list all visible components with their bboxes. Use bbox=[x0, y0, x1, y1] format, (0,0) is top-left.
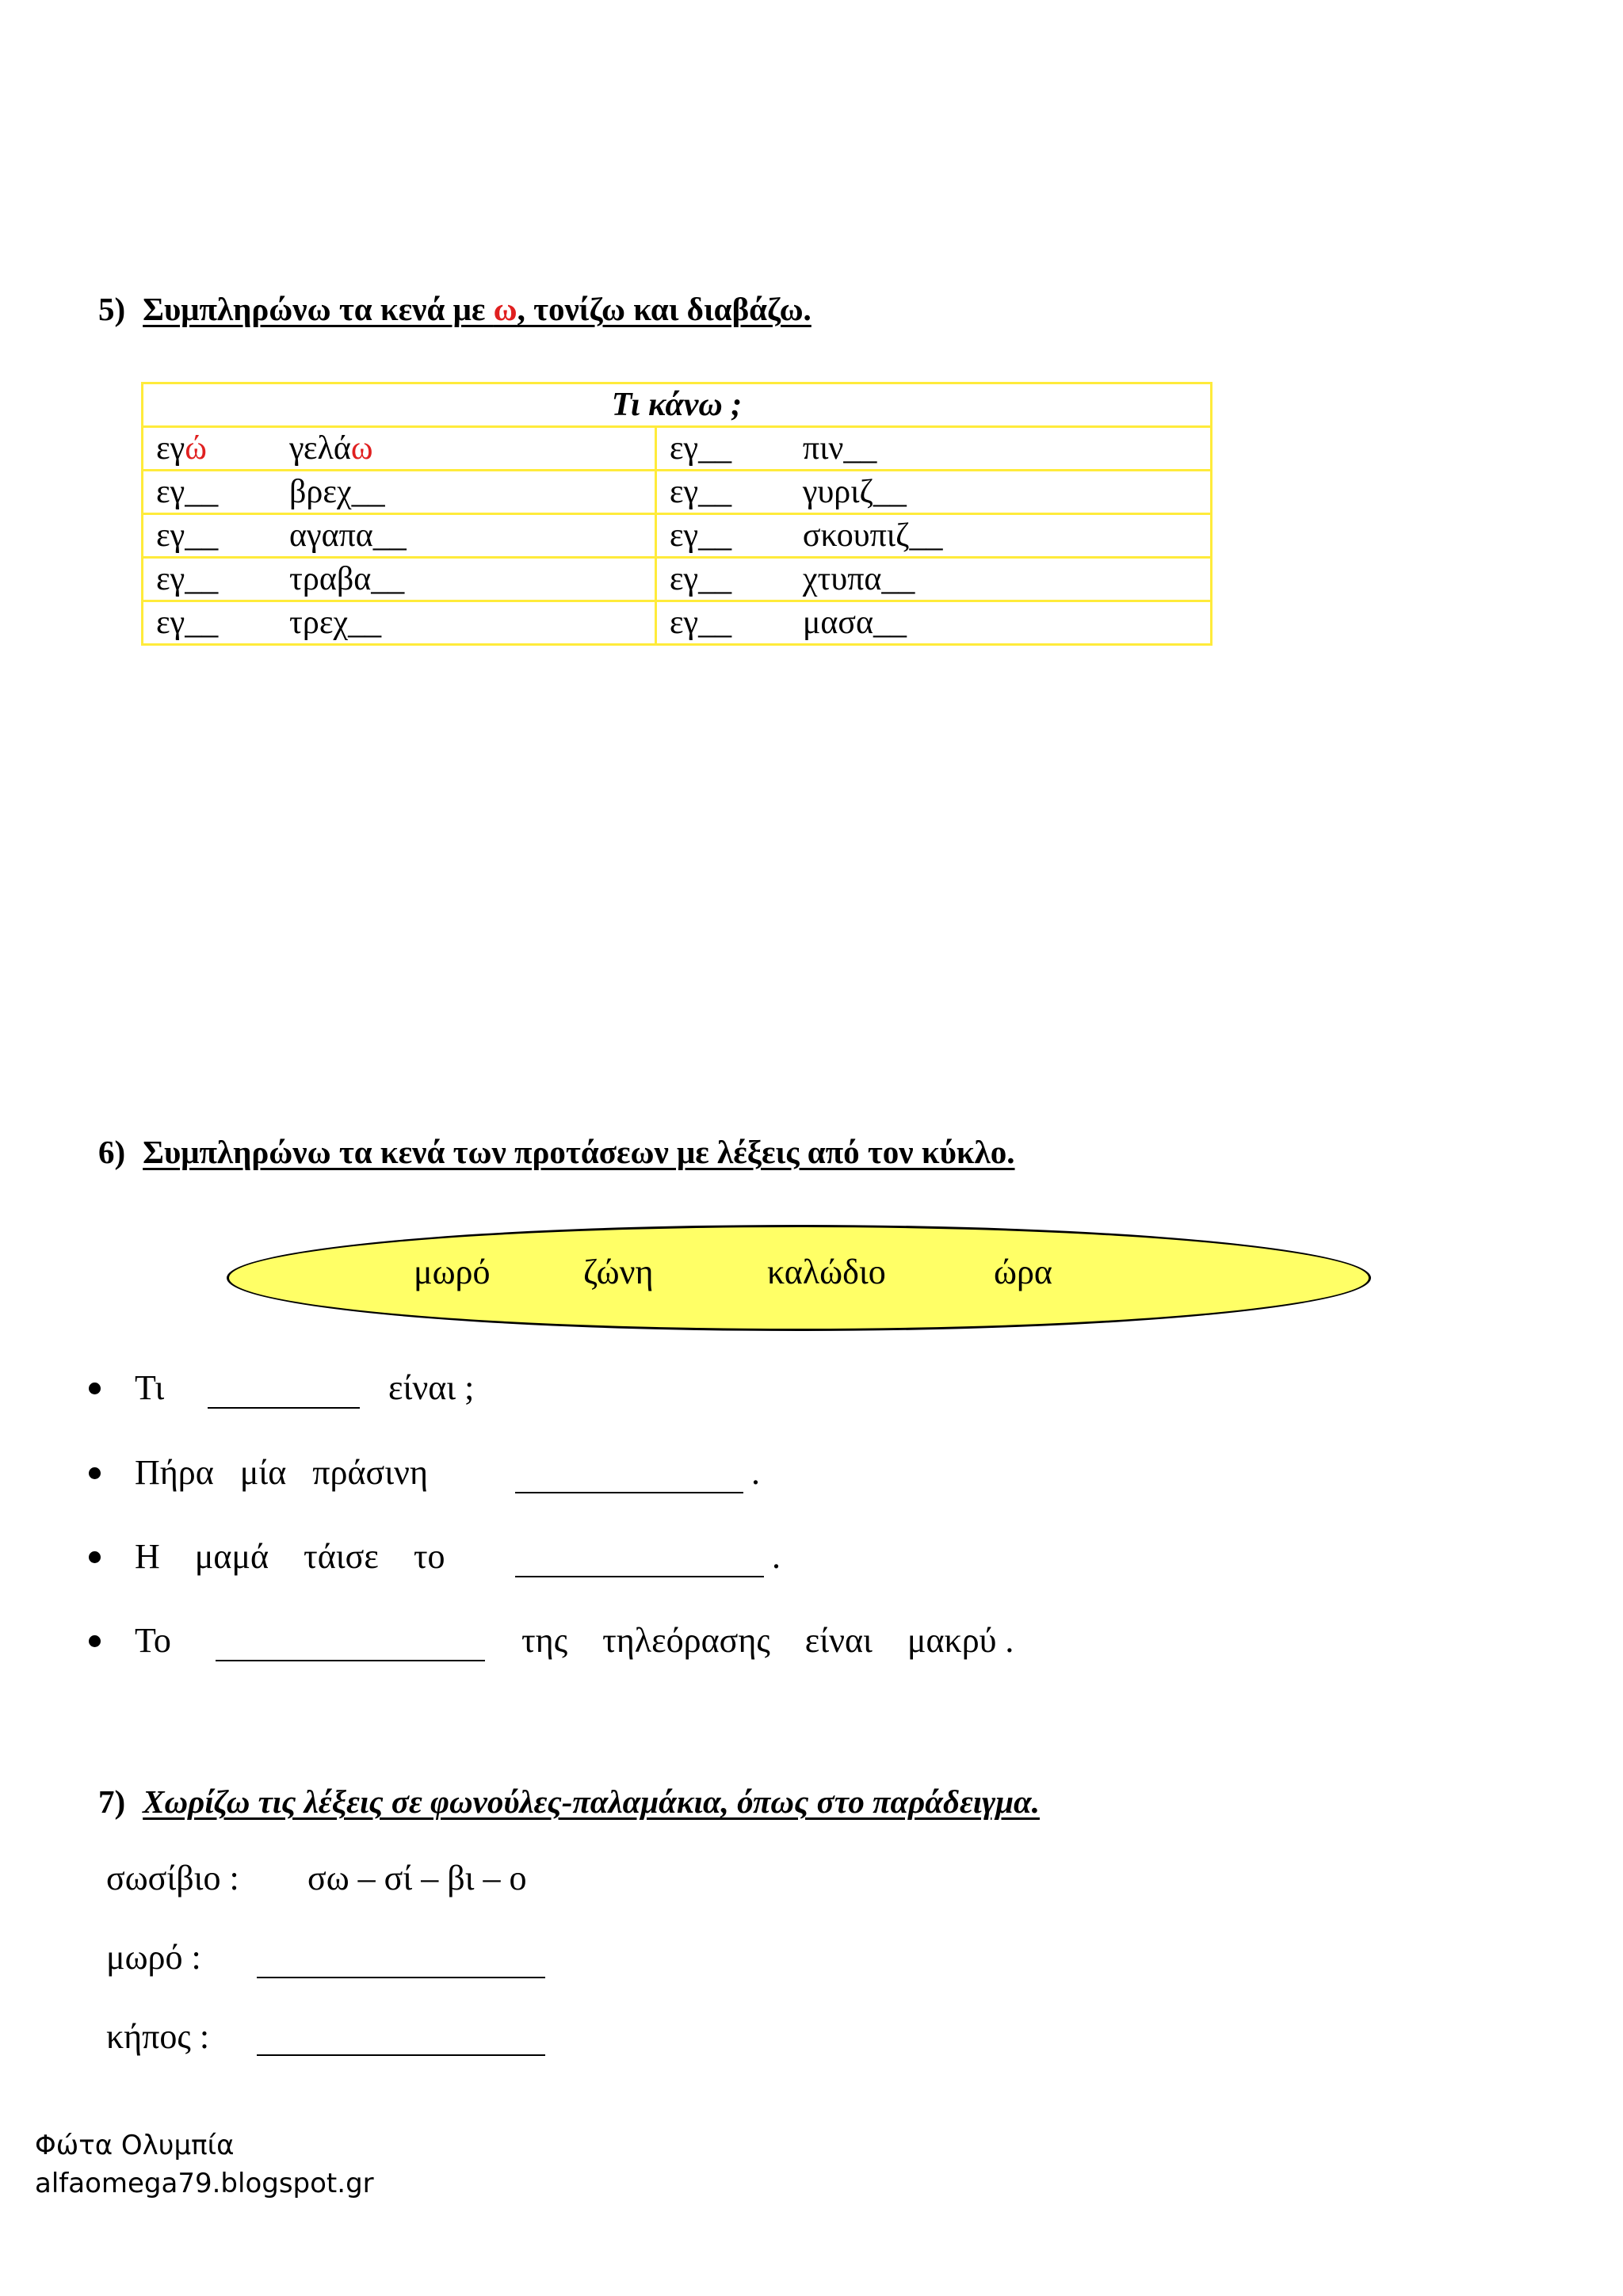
fill-word: αγαπα__ bbox=[289, 517, 407, 554]
fill-word: εγ__ bbox=[669, 605, 732, 641]
answer-blank[interactable] bbox=[257, 2054, 545, 2056]
bullet-icon bbox=[89, 1551, 101, 1563]
example-word-1-ending: ώ bbox=[185, 430, 207, 467]
table-cell bbox=[143, 471, 656, 514]
answer-blank[interactable] bbox=[515, 1576, 764, 1577]
fill-word: εγ__ bbox=[156, 561, 219, 597]
answer-blank[interactable] bbox=[257, 1977, 545, 1978]
example-word: σωσίβιο : bbox=[106, 1859, 239, 1897]
answer-blank[interactable] bbox=[515, 1492, 743, 1493]
exercise5-title-pre: Συμπληρώνω τα κενά με bbox=[143, 291, 494, 327]
exercise5-title-post: , τονίζω και διαβάζω. bbox=[517, 291, 812, 327]
fill-word: μασα__ bbox=[802, 605, 907, 641]
table-row bbox=[143, 471, 1212, 514]
syllable-word: μωρό : bbox=[106, 1938, 201, 1977]
syllable-word: κήπος : bbox=[106, 2017, 210, 2056]
word-bank-word: ώρα bbox=[994, 1253, 1052, 1291]
fill-word: εγ__ bbox=[669, 430, 732, 467]
example-word-1 bbox=[156, 429, 289, 467]
exercise7-heading bbox=[98, 1783, 1040, 1821]
fill-word: εγ__ bbox=[156, 474, 219, 510]
table-cell bbox=[655, 427, 1211, 471]
example-word-2-ending: ω bbox=[350, 430, 373, 467]
table-row bbox=[143, 514, 1212, 558]
fill-word: εγ__ bbox=[669, 474, 732, 510]
fill-word: βρεχ__ bbox=[289, 474, 385, 510]
table-title: Τι κάνω ; bbox=[143, 383, 1212, 427]
sentence-text: Τι bbox=[135, 1368, 165, 1407]
exercise5-title-omega: ω bbox=[493, 291, 517, 327]
table-cell bbox=[655, 514, 1211, 558]
example-word-2 bbox=[289, 430, 373, 467]
table-cell bbox=[655, 558, 1211, 601]
fill-word: εγ__ bbox=[669, 517, 732, 554]
sentence-text: . bbox=[772, 1537, 781, 1576]
bullet-icon bbox=[89, 1635, 101, 1647]
exercise6-title: Συμπληρώνω τα κενά των προτάσεων με λέξεις από τον κύκλο. bbox=[143, 1134, 1015, 1170]
fill-word: τραβα__ bbox=[289, 561, 405, 597]
word-bank-word: καλώδιο bbox=[767, 1253, 886, 1291]
fill-word: χτυπα__ bbox=[802, 561, 915, 597]
sentence-text: Πήρα μία πράσινη bbox=[135, 1453, 428, 1492]
exercise5-number: 5) bbox=[98, 291, 126, 327]
fill-word: πιν__ bbox=[802, 430, 877, 467]
sentence-text: Η μαμά τάισε το bbox=[135, 1537, 445, 1576]
bullet-icon bbox=[89, 1467, 101, 1479]
example-word-1-stem: εγ bbox=[156, 430, 185, 467]
fill-word: γυριζ__ bbox=[802, 474, 907, 510]
sentence-text: Το bbox=[135, 1621, 171, 1660]
word-bank-word: ζώνη bbox=[583, 1253, 654, 1291]
table-cell bbox=[143, 558, 656, 601]
exercise7-number: 7) bbox=[98, 1783, 126, 1820]
table-cell bbox=[143, 514, 656, 558]
fill-word: εγ__ bbox=[156, 517, 219, 554]
answer-blank[interactable] bbox=[216, 1660, 485, 1661]
answer-blank[interactable] bbox=[208, 1407, 360, 1409]
table-row-example bbox=[143, 427, 1212, 471]
fill-word: σκουπιζ__ bbox=[802, 517, 943, 554]
footer-author: Φώτα Ολυμπία bbox=[35, 2130, 235, 2161]
exercise5-table bbox=[141, 382, 1212, 646]
table-cell bbox=[655, 471, 1211, 514]
sentence-text: . bbox=[751, 1453, 760, 1492]
table-cell bbox=[143, 601, 656, 645]
exercise5-title bbox=[143, 291, 812, 327]
sentence-text: είναι ; bbox=[388, 1368, 475, 1407]
exercise7-title: Χωρίζω τις λέξεις σε φωνούλες-παλαμάκια, όπως στο παράδειγμα. bbox=[143, 1783, 1040, 1820]
exercise6-number: 6) bbox=[98, 1134, 126, 1170]
footer-site: alfaomega79.blogspot.gr bbox=[35, 2168, 374, 2199]
fill-word: τρεχ__ bbox=[289, 605, 382, 641]
exercise6-heading bbox=[98, 1133, 1015, 1171]
exercise5-heading bbox=[98, 290, 812, 328]
fill-word: εγ__ bbox=[156, 605, 219, 641]
word-bank-word: μωρό bbox=[414, 1253, 491, 1291]
fill-word: εγ__ bbox=[669, 561, 732, 597]
example-syllables: σω – σί – βι – ο bbox=[307, 1859, 527, 1897]
table-cell bbox=[143, 427, 656, 471]
table-row bbox=[143, 558, 1212, 601]
table-cell bbox=[655, 601, 1211, 645]
example-word-2-stem: γελά bbox=[289, 430, 351, 467]
sentence-text: της τηλεόρασης είναι μακρύ . bbox=[521, 1621, 1014, 1660]
table-row bbox=[143, 601, 1212, 645]
bullet-icon bbox=[89, 1383, 101, 1394]
